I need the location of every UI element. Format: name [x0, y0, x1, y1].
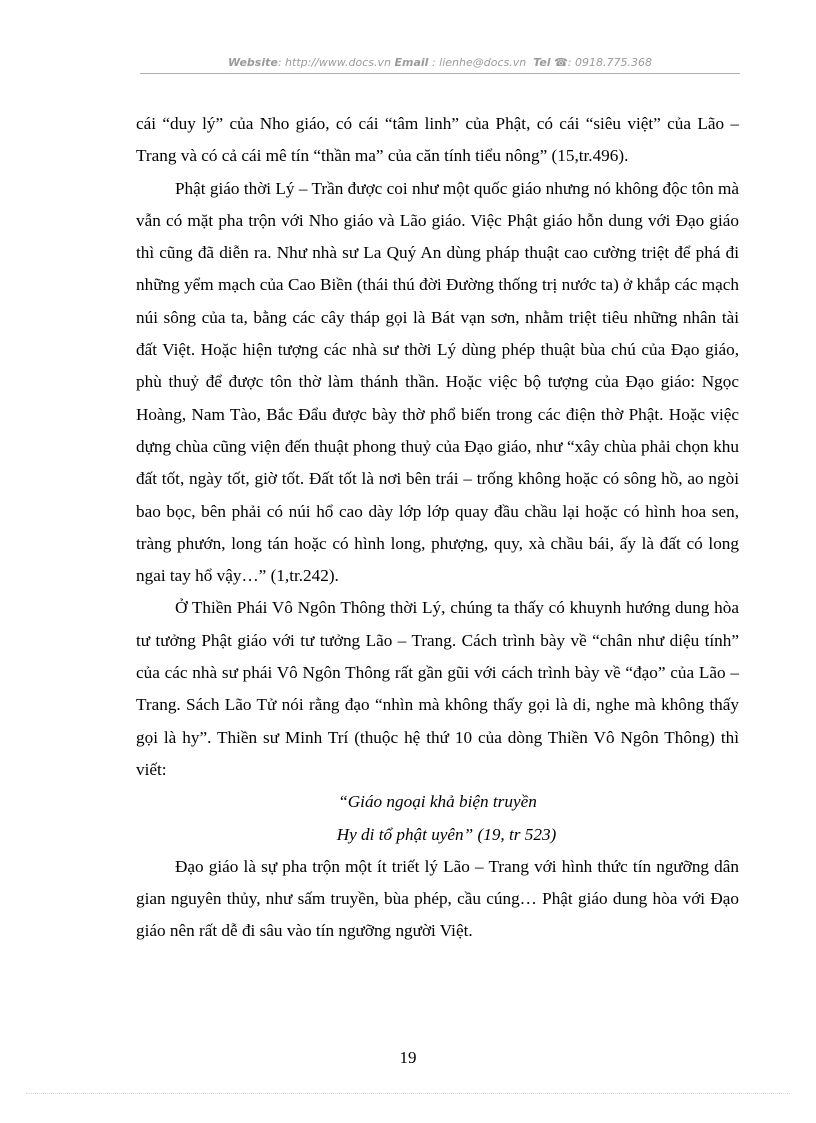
website-url[interactable]: : http://www.docs.vn — [277, 56, 392, 69]
page-header — [140, 56, 740, 69]
phone-icon: ☎ — [554, 56, 568, 69]
paragraph-1: cái “duy lý” của Nho giáo, có cái “tâm linh” của Phật, có cái “siêu việt” của Lão – Trang và có cả cái mê tín “thần ma” của căn tính tiểu nông” (15,tr.496). — [136, 114, 739, 166]
tel-label: Tel — [533, 56, 551, 69]
tel-number: : 0918.775.368 — [567, 56, 652, 69]
page-number: 19 — [399, 1048, 417, 1067]
footer-divider — [26, 1093, 790, 1094]
email-address[interactable]: : lienhe@docs.vn — [428, 56, 527, 69]
website-label: Website — [228, 56, 278, 69]
paragraph-3: Ở Thiền Phái Vô Ngôn Thông thời Lý, chúng ta thấy có khuynh hướng dung hòa tư tưởng Phật giáo với tư tưởng Lão – Trang. Cách trình bày về “chân như diệu tính” của các nhà sư phái Vô Ngôn Thông rất gần gũi với cách trình bày về “đạo” của Lão – Trang. Sách Lão Tử nói rằng đạo “nhìn mà không thấy gọi là di, nghe mà không thấy gọi là hy”. Thiền sư Minh Trí (thuộc hệ thứ 10 của dòng Thiền Vô Ngôn Thông) thì viết: — [136, 598, 739, 779]
email-label: Email — [394, 56, 429, 69]
paragraph-2: Phật giáo thời Lý – Trần được coi như một quốc giáo nhưng nó không độc tôn mà vẫn có mặt pha trộn với Nho giáo và Lão giáo. Việc Phật giáo hỗn dung với Đạo giáo thì cũng đã diễn ra. Như nhà sư La Quý An dùng pháp thuật cao cường triệt để phá đi những yểm mạch của Cao Biền (thái thú đời Đường thống trị nước ta) ở khắp các mạch núi sông của ta, bằng các cây tháp gọi là Bát vạn sơn, nhằm triệt tiêu những nhân tài đất Việt. Hoặc hiện tượng các nhà sư thời Lý dùng phép thuật bùa chú của Đạo giáo, phù thuỷ để được tôn thờ làm thánh thần. Hoặc việc bộ tượng của Đạo giáo: Ngọc Hoàng, Nam Tào, Bắc Đẩu được bày thờ phổ biến trong các điện thờ Phật. Hoặc việc dựng chùa cũng viện đến thuật phong thuỷ của Đạo giáo, như “xây chùa phải chọn khu đất tốt, ngày tốt, giờ tốt. Đất tốt là nơi bên trái – trống không hoặc có sông hồ, ao ngòi bao bọc, bên phải có núi hổ cao dày lớp lớp quay đầu chầu lại hoặc có hình hoa sen, tràng phướn, long tán hoặc có hình long, phượng, quy, xà chầu bái, ấy là đất có long ngai tay hổ vậy…” (1,tr.242). — [136, 178, 739, 586]
quote-line-2: Hy di tổ phật uyên” (19, tr 523) — [336, 824, 557, 844]
document-body — [136, 108, 739, 948]
header-divider — [140, 73, 740, 74]
quote-line-1: “Giáo ngoại khả biện truyền — [338, 792, 537, 812]
paragraph-4: Đạo giáo là sự pha trộn một ít triết lý Lão – Trang với hình thức tín ngưỡng dân gian nguyên thủy, như sấm truyền, bùa phép, cầu cúng… Phật giáo dung hòa với Đạo giáo nên rất dễ đi sâu vào tín ngưỡng người Việt. — [136, 856, 739, 941]
